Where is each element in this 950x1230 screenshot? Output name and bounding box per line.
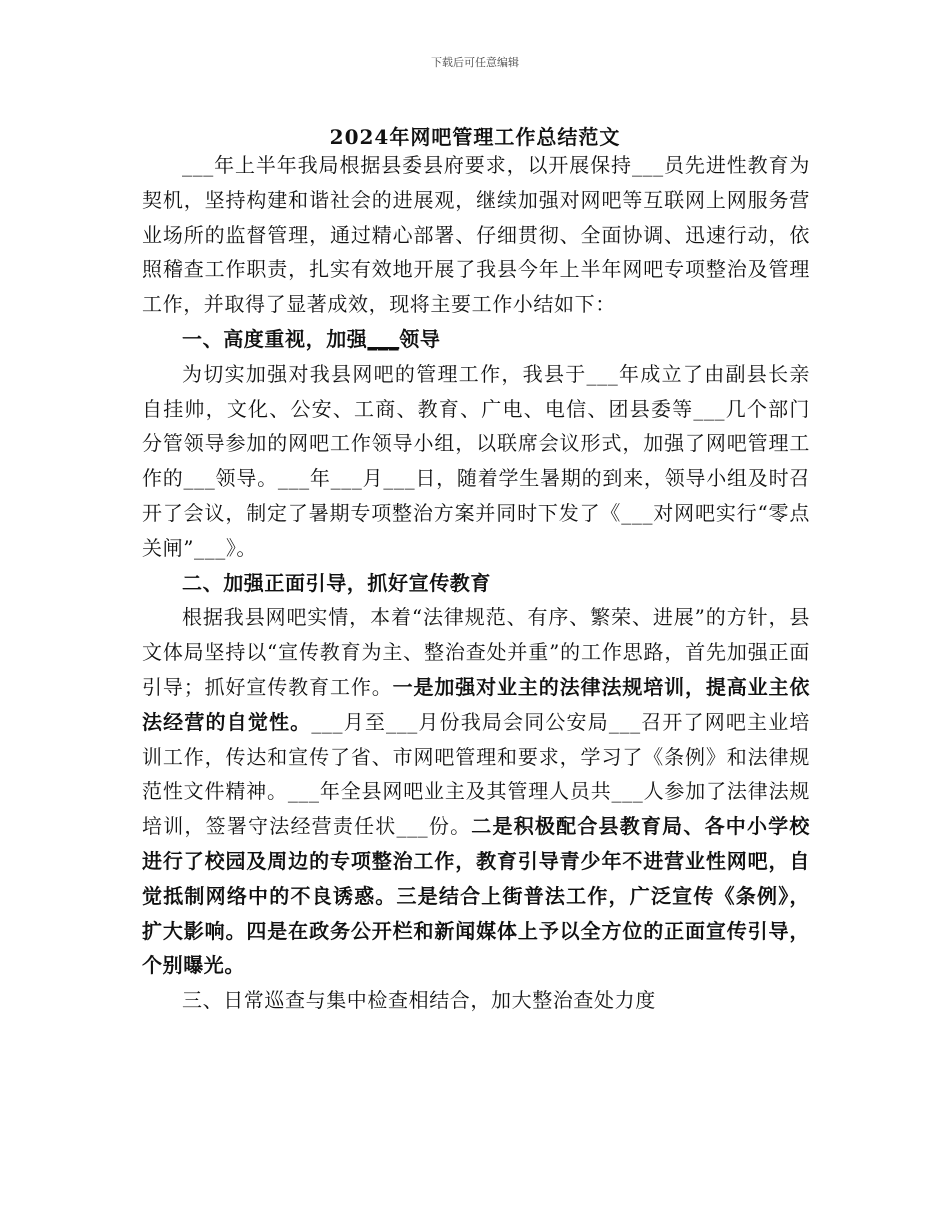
paragraph-leadership: 为切实加强对我县网吧的管理工作，我县于___年成立了由副县长亲自挂帅，文化、公安、工商、教育、广电、电信、团县委等___几个部门分管领导参加的网吧工作领导小组，以联席会议形式，加强了网吧管理工作的___领导。___年___月___日，随着学生暑期的到来，领导小组及时召开了会议，制定了暑期专项整治方案并同时下发了《___对网吧实行“零点关闸”___》。 (142, 361, 810, 560)
heading-1-blank: ___ (367, 326, 400, 351)
page-header: 下载后可任意编辑 (431, 56, 519, 69)
paragraph-publicity (142, 600, 810, 983)
publicity-text-c: ___月至___月份我局会同公安局___召开了网吧主业培训工作，传达和宣传了省、市网吧管理和要求，学习了《条例》和法律规范性文件精神。___年全县网吧业主及其管理人员共___人参加了法律法规培训，签署守法经营责任状___份。 (142, 709, 810, 839)
heading-1-text-a: 一、高度重视，加强 (182, 326, 368, 351)
publicity-text-a: 根据我县网吧实情，本着“法律规范、有序、繁荣、进展”的方针，县文体局坚持以“宣传教育为主、整治查处并重”的工作思路，首先加强正面引导；抓好宣传教育工作。 (142, 605, 810, 699)
publicity-bold-2: 二是积极配合县教育局、各中小学校进行了校园及周边的专项整治工作，教育引导青少年不进营业性网吧，自觉抵制网络中的不良诱惑。三是结合上街普法工作，广泛宣传《条例》，扩大影响。四是在政务公开栏和新闻媒体上予以全方位的正面宣传引导，个别曝光。 (142, 814, 810, 978)
section-heading-3: 三、日常巡查与集中检查相结合，加大整治查处力度 (182, 988, 656, 1013)
document-body (142, 148, 810, 1018)
section-heading-2: 二、加强正面引导，抓好宣传教育 (182, 570, 491, 595)
document-title: 2024年网吧管理工作总结范文 (329, 125, 621, 149)
section-heading-1 (142, 322, 810, 357)
heading-1-text-b: 领导 (399, 326, 441, 351)
publicity-bold-1: 一是加强对业主的法律法规培训，提高业主依法经营的自觉性。 (142, 674, 811, 734)
paragraph-intro: ___年上半年我局根据县委县府要求，以开展保持___员先进性教育为契机，坚持构建和谐社会的进展观，继续加强对网吧等互联网上网服务营业场所的监督管理，通过精心部署、仔细贯彻、全面协调、迅速行动，依照稽查工作职责，扎实有效地开展了我县今年上半年网吧专项整治及管理工作，并取得了显著成效，现将主要工作小结如下： (142, 153, 810, 317)
